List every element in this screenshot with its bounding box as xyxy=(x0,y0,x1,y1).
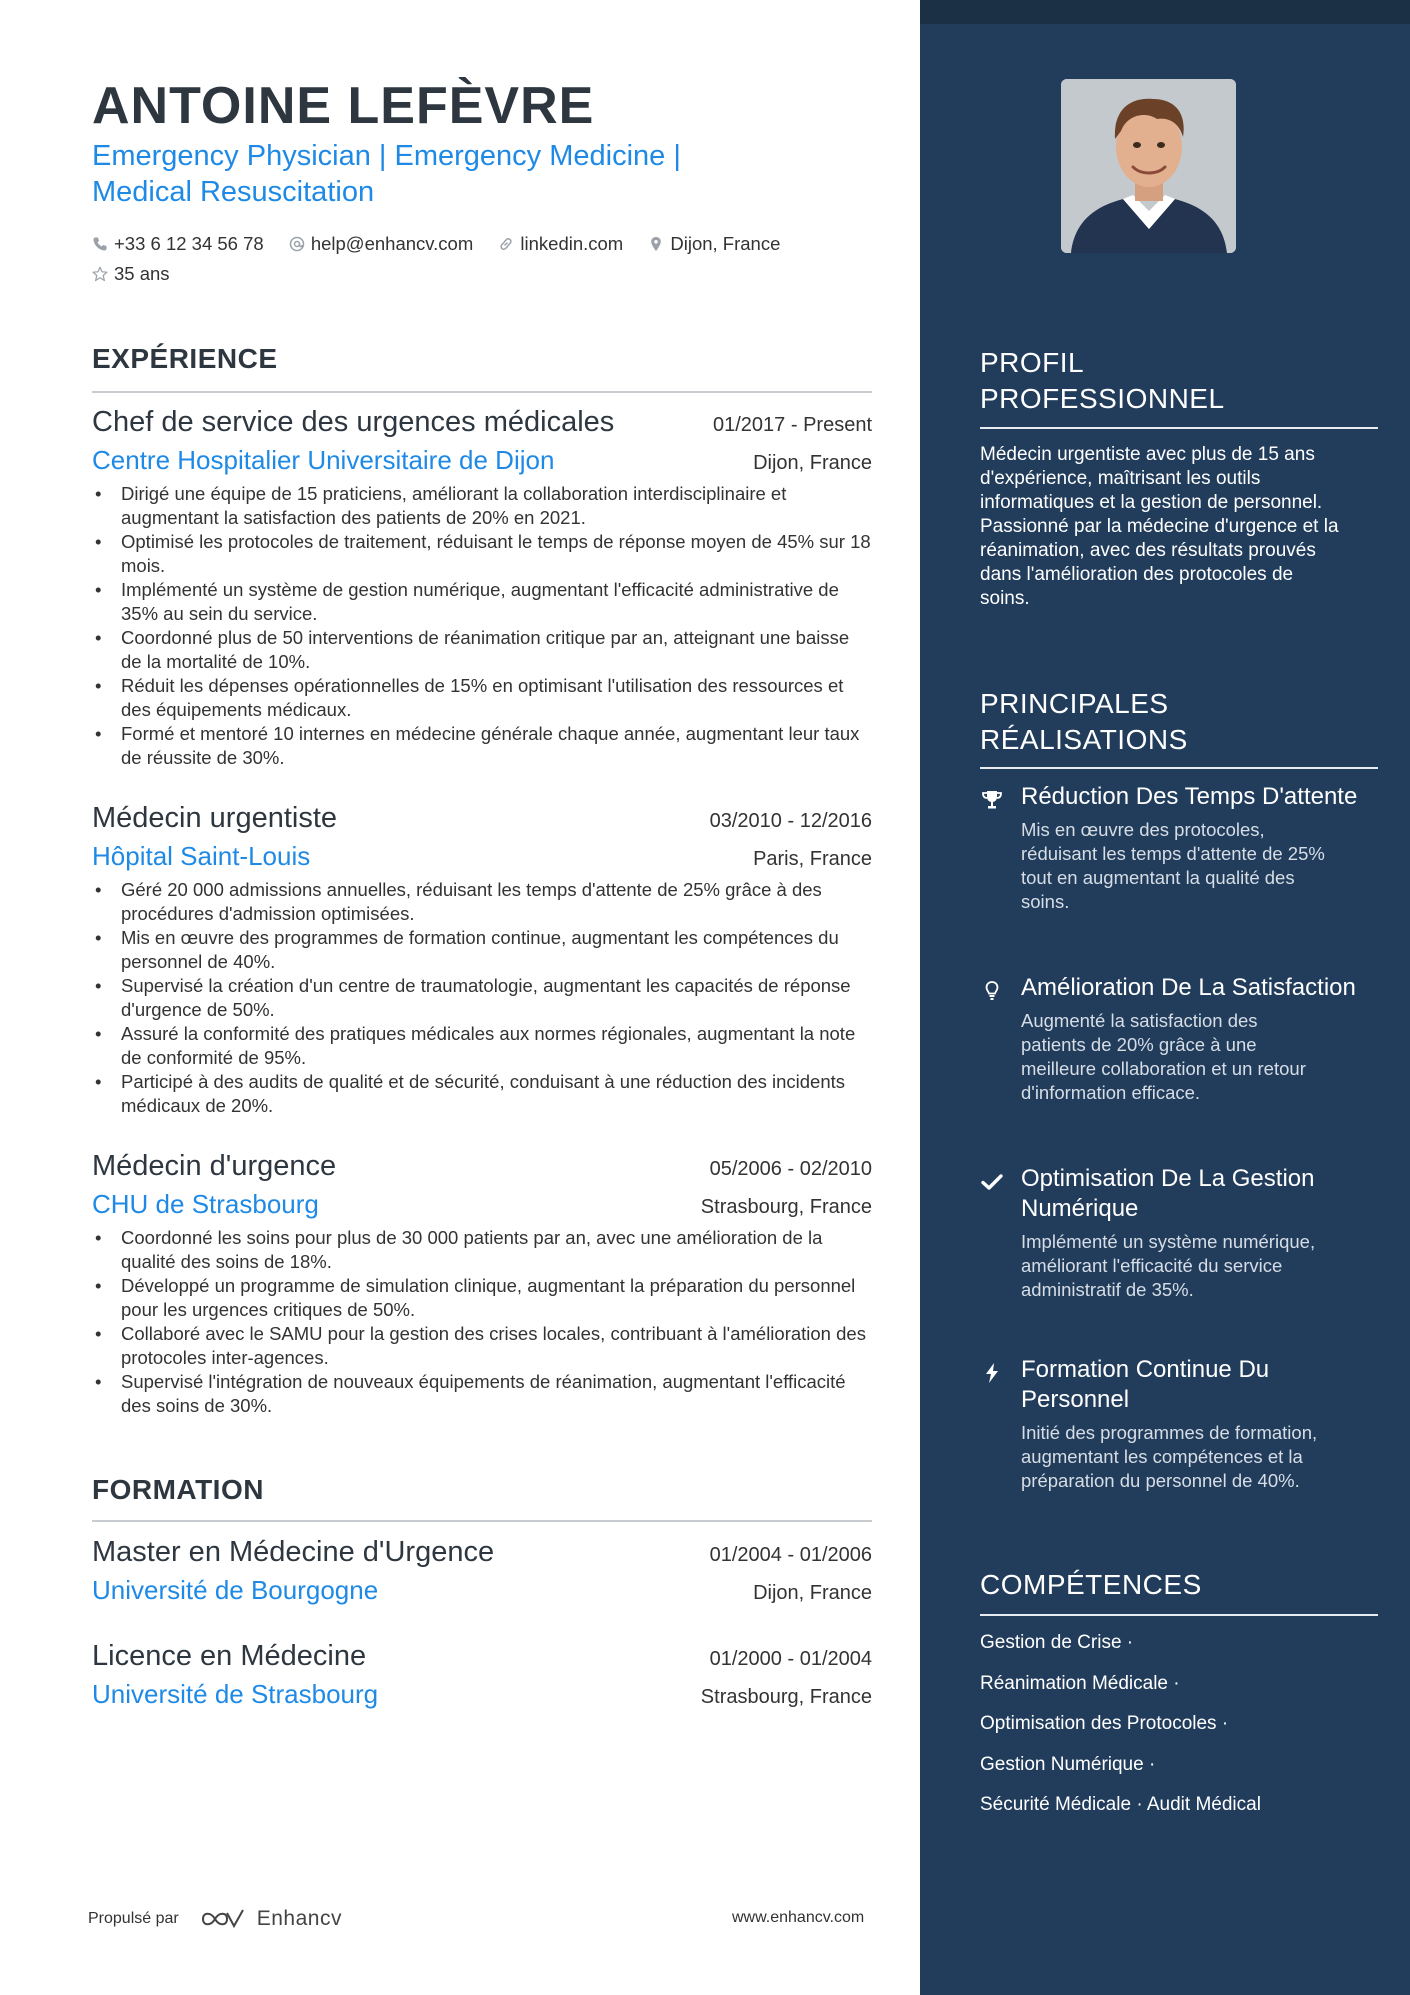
candidate-name: ANTOINE LEFÈVRE xyxy=(92,77,595,135)
job-location: Dijon, France xyxy=(753,452,872,474)
bullet-item: • Assuré la conformité des pratiques médicales aux normes régionales, augmentant la note de conformité de 95%. xyxy=(92,1022,872,1070)
footer-website[interactable]: www.enhancv.com xyxy=(732,1909,865,1926)
skill-item xyxy=(980,1673,1180,1695)
skill-item xyxy=(980,1632,1133,1654)
achievement-list xyxy=(92,482,872,770)
education-dates: 01/2000 - 01/2004 xyxy=(709,1648,872,1670)
profile-summary: Médecin urgentiste avec plus de 15 ans d'expérience, maîtrisant les outils informatiques et la gestion de personnel. Passionné par la médecine d'urgence et la réanimation, avec des résultats prouvés dans l'amélioration des protocoles de soins. xyxy=(980,444,1339,609)
job-title: Chef de service des urgences médicales xyxy=(92,406,615,438)
job-location: Strasbourg, France xyxy=(700,1196,872,1218)
profile-title-line-2: PROFESSIONNEL xyxy=(980,383,1225,414)
powered-by-label: Propulsé par xyxy=(88,1910,179,1927)
bullet-item: • Supervisé la création d'un centre de traumatologie, augmentant les capacités de réponse d'urgence de 50%. xyxy=(92,974,872,1022)
skill-item xyxy=(980,1754,1155,1776)
achievement-description: Mis en œuvre des protocoles, réduisant les temps d'attente de 25% tout en augmentant la qualité des soins. xyxy=(1021,819,1325,912)
company-name: CHU de Strasbourg xyxy=(92,1189,319,1219)
bullet-item: • Implémenté un système de gestion numérique, augmentant l'efficacité administrative de 35% au sein du service. xyxy=(92,578,872,626)
skill-separator: · xyxy=(1136,1794,1143,1815)
location-text: Dijon, France xyxy=(670,233,781,254)
achievement-title: Formation Continue Du Personnel xyxy=(1021,1356,1270,1413)
achievements-section-title xyxy=(980,686,1380,758)
education-section-title: FORMATION xyxy=(92,1474,264,1505)
email-address: help@enhancv.com xyxy=(310,233,474,254)
company-name: Hôpital Saint-Louis xyxy=(92,841,311,871)
skill-separator: · xyxy=(1148,1754,1156,1775)
contact-phone[interactable] xyxy=(92,230,264,258)
enhancv-logo-icon xyxy=(199,1906,247,1932)
profile-title-line-1: PROFIL xyxy=(980,347,1085,378)
degree-name: Master en Médecine d'Urgence xyxy=(92,1536,495,1568)
phone-number: +33 6 12 34 56 78 xyxy=(114,233,264,254)
bullet-item: • Optimisé les protocoles de traitement, réduisant le temps de réponse moyen de 45% sur 18 mois. xyxy=(92,530,872,578)
achievements-title-line-2: RÉALISATIONS xyxy=(980,724,1188,755)
skill-item xyxy=(980,1713,1228,1735)
achievement-title: Optimisation De La Gestion Numérique xyxy=(1021,1165,1315,1222)
job-title: Médecin d'urgence xyxy=(92,1150,337,1182)
sidebar-top-bar xyxy=(920,0,1410,24)
experience-item xyxy=(92,802,872,1118)
contact-email[interactable] xyxy=(289,230,473,258)
school-name: Université de Strasbourg xyxy=(92,1679,379,1709)
school-location: Strasbourg, France xyxy=(700,1686,872,1708)
school-name: Université de Bourgogne xyxy=(92,1575,379,1605)
check-icon xyxy=(980,1170,1004,1194)
achievement-item xyxy=(980,782,1380,914)
skill-separator: · xyxy=(1173,1673,1180,1694)
achievement-item xyxy=(980,973,1380,1105)
achievement-list xyxy=(92,1226,872,1418)
education-item xyxy=(92,1640,872,1710)
school-location: Dijon, France xyxy=(753,1582,872,1604)
achievements-title-line-1: PRINCIPALES xyxy=(980,688,1169,719)
job-location: Paris, France xyxy=(753,848,872,870)
trophy-icon xyxy=(980,788,1004,812)
contact-age xyxy=(92,260,170,288)
avatar-portrait xyxy=(1061,79,1236,253)
skill-label: Audit Médical xyxy=(1146,1794,1261,1815)
bullet-item: • Dirigé une équipe de 15 praticiens, améliorant la collaboration interdisciplinaire et augmentant la satisfaction des patients de 20% en 2021. xyxy=(92,482,872,530)
achievement-title: Amélioration De La Satisfaction xyxy=(1021,974,1356,1001)
experience-section-title: EXPÉRIENCE xyxy=(92,343,278,374)
link-icon xyxy=(498,236,514,252)
skill-label: Gestion de Crise xyxy=(980,1632,1122,1653)
location-pin-icon xyxy=(648,236,664,252)
bullet-item: • Supervisé l'intégration de nouveaux équipements de réanimation, augmentant l'efficacité des soins de 30%. xyxy=(92,1370,872,1418)
age-text: 35 ans xyxy=(114,263,170,284)
headline xyxy=(92,138,792,210)
skill-label: Optimisation des Protocoles xyxy=(980,1713,1217,1734)
lightning-icon xyxy=(980,1361,1004,1385)
brand-name: Enhancv xyxy=(256,1907,342,1930)
phone-icon xyxy=(92,236,108,252)
job-dates: 03/2010 - 12/2016 xyxy=(709,810,872,832)
bullet-item: • Géré 20 000 admissions annuelles, réduisant les temps d'attente de 25% grâce à des procédures d'admission optimisées. xyxy=(92,878,872,926)
at-icon xyxy=(289,236,305,252)
bullet-item: • Collaboré avec le SAMU pour la gestion des crises locales, contribuant à l'amélioration des protocoles inter-agences. xyxy=(92,1322,872,1370)
headline-line-2: Medical Resuscitation xyxy=(92,176,375,208)
experience-item xyxy=(92,1150,872,1418)
skill-separator: · xyxy=(1126,1632,1134,1653)
education-item xyxy=(92,1536,872,1606)
contact-info xyxy=(92,230,852,290)
job-title: Médecin urgentiste xyxy=(92,802,338,834)
skill-label: Sécurité Médicale xyxy=(980,1794,1132,1815)
contact-linkedin[interactable] xyxy=(498,230,623,258)
experience-item xyxy=(92,406,872,770)
sidebar xyxy=(920,0,1410,1995)
achievement-description: Implémenté un système numérique, améliorant l'efficacité du service administratif de 35%. xyxy=(1021,1231,1316,1300)
skill-label: Gestion Numérique xyxy=(980,1754,1144,1775)
footer-branding xyxy=(88,1906,342,1932)
linkedin-link: linkedin.com xyxy=(520,233,624,254)
bullet-item: • Formé et mentoré 10 internes en médecine générale chaque année, augmentant leur taux de réussite de 30%. xyxy=(92,722,872,770)
profile-section-title xyxy=(980,345,1380,417)
achievement-title: Réduction Des Temps D'attente xyxy=(1021,783,1358,810)
achievement-item xyxy=(980,1355,1380,1493)
achievement-list xyxy=(92,878,872,1118)
degree-name: Licence en Médecine xyxy=(92,1640,367,1672)
achievement-item xyxy=(980,1164,1380,1302)
section-divider xyxy=(980,427,1378,429)
job-dates: 05/2006 - 02/2010 xyxy=(709,1158,872,1180)
section-divider xyxy=(980,767,1378,769)
bullet-item: • Coordonné les soins pour plus de 30 000 patients par an, avec une amélioration de la qualité des soins de 18%. xyxy=(92,1226,872,1274)
contact-location xyxy=(648,230,780,258)
section-divider xyxy=(92,391,872,393)
company-name: Centre Hospitalier Universitaire de Dijon xyxy=(92,445,555,475)
bullet-item: • Développé un programme de simulation clinique, augmentant la préparation du personnel pour les urgences critiques de 50%. xyxy=(92,1274,872,1322)
bullet-item: • Mis en œuvre des programmes de formation continue, augmentant les compétences du personnel de 40%. xyxy=(92,926,872,974)
headline-line-1: Emergency Physician | Emergency Medicine | xyxy=(92,140,681,172)
job-dates: 01/2017 - Present xyxy=(713,414,872,436)
bullet-item: • Participé à des audits de qualité et de sécurité, conduisant à une réduction des incidents médicaux de 20%. xyxy=(92,1070,872,1118)
skill-label: Réanimation Médicale xyxy=(980,1673,1168,1694)
skills-section-title: COMPÉTENCES xyxy=(980,1569,1202,1600)
skill-separator: · xyxy=(1221,1713,1229,1734)
star-icon xyxy=(92,266,108,282)
section-divider xyxy=(92,1520,872,1522)
education-dates: 01/2004 - 01/2006 xyxy=(709,1544,872,1566)
lightbulb-icon xyxy=(980,979,1004,1003)
achievement-description: Initié des programmes de formation, augmentant les compétences et la préparation du personnel de 40%. xyxy=(1021,1422,1318,1491)
skill-item xyxy=(980,1794,1261,1816)
bullet-item: • Réduit les dépenses opérationnelles de 15% en optimisant l'utilisation des ressources et des équipements médicaux. xyxy=(92,674,872,722)
bullet-item: • Coordonné plus de 50 interventions de réanimation critique par an, atteignant une baisse de la mortalité de 10%. xyxy=(92,626,872,674)
section-divider xyxy=(980,1614,1378,1616)
achievement-description: Augmenté la satisfaction des patients de 20% grâce à une meilleure collaboration et un retour d'information efficace. xyxy=(1021,1010,1306,1103)
profile-photo xyxy=(1061,79,1236,253)
